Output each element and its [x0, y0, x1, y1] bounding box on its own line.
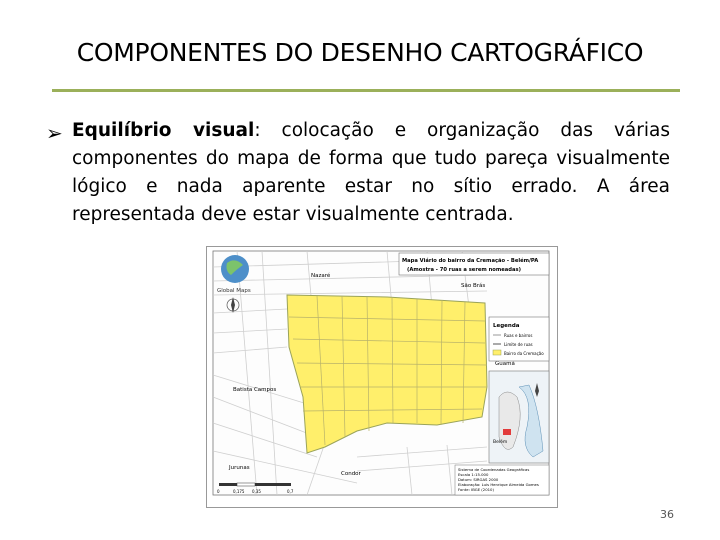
logo-label: Global Maps	[217, 288, 251, 294]
map-figure	[206, 246, 558, 508]
bullet-arrow-icon: ➢	[46, 121, 63, 145]
credit-line-1: Sistema de Coordenadas Geográficas	[458, 467, 530, 472]
scale-label-3: 0,7	[287, 489, 294, 494]
legend-item-2: Limite de ruas	[504, 342, 533, 347]
bullet-paragraph	[72, 117, 670, 229]
place-label-nazare: Nazaré	[311, 273, 331, 279]
credit-line-3: Datum: SIRGAS 2000	[458, 477, 499, 482]
map-svg	[207, 247, 557, 507]
inset-label: Belém	[493, 440, 508, 445]
inset-location-marker	[503, 429, 511, 435]
map-title-line1: Mapa Viário do bairro da Cremação - Belém/PA	[402, 258, 539, 264]
place-label-jurunas: Jurunas	[229, 465, 250, 471]
place-label-batista-campos: Batista Campos	[233, 387, 277, 393]
credit-line-4: Elaboração: Luis Henrique Almeida Gomes	[458, 482, 539, 487]
place-label-condor: Condor	[341, 471, 361, 477]
page-number: 36	[660, 508, 674, 521]
bullet-term: Equilíbrio visual	[72, 120, 255, 141]
legend-title: Legenda	[493, 323, 520, 329]
place-label-sao-bras: São Brás	[461, 283, 486, 289]
scale-label-2: 0,35	[252, 489, 261, 494]
place-label-guama: Guamá	[495, 361, 515, 367]
map-title-line2: (Amostra - 70 ruas a serem nomeadas)	[407, 267, 521, 273]
legend-item-1: Ruas e bairros	[504, 333, 533, 338]
credit-line-2: Escala 1:15.000	[458, 472, 489, 477]
scale-label-1: 0,175	[233, 489, 245, 494]
title-underline	[52, 89, 680, 92]
scale-label-0: 0	[217, 489, 220, 494]
bullet-text: : colocação e organização das várias componentes do mapa de forma que tudo pareça visualmente lógico e nada aparente estar no sítio errado. A área representada deve estar visualmente centrada.	[72, 120, 670, 225]
legend-item-3: Bairro da Cremação	[504, 351, 544, 356]
credit-line-5: Fonte: IBGE (2010)	[458, 487, 494, 492]
slide-title: COMPONENTES DO DESENHO CARTOGRÁFICO	[76, 38, 644, 67]
